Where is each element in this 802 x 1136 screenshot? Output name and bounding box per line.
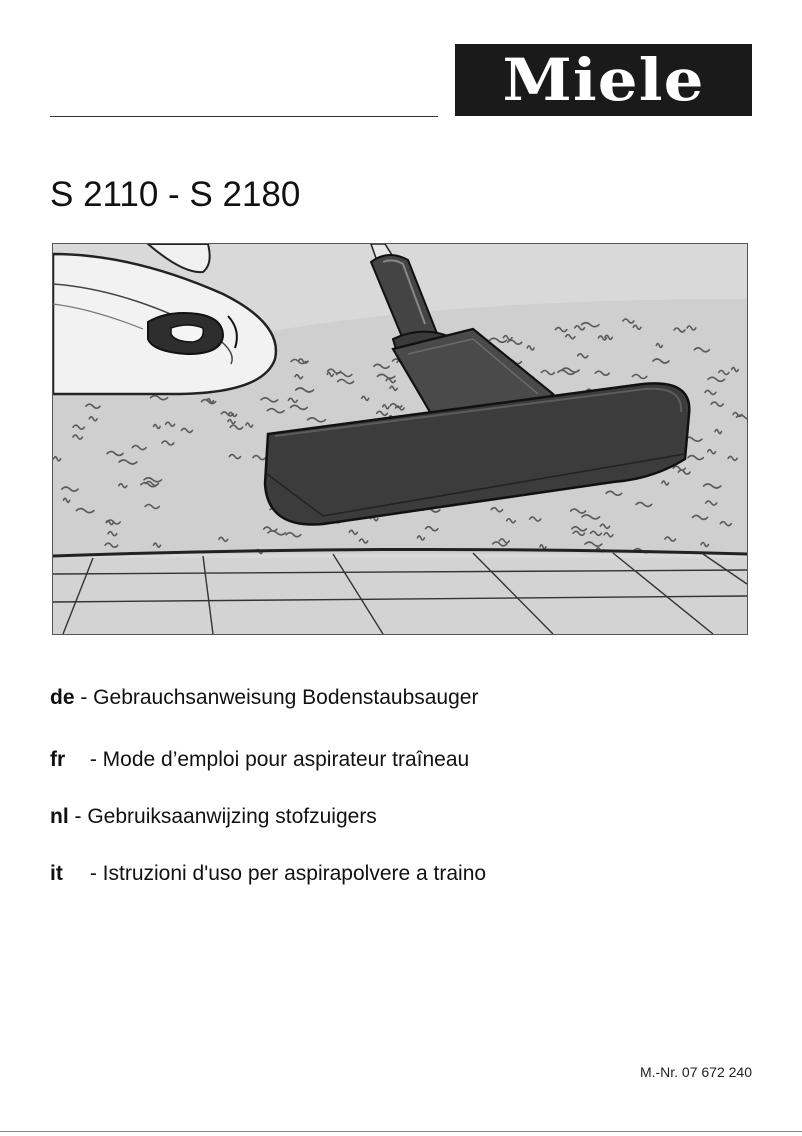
language-description: - Gebrauchsanweisung Bodenstaubsauger (80, 686, 479, 709)
language-code: nl (50, 805, 69, 828)
language-code: fr (50, 748, 66, 771)
language-item-nl (50, 804, 377, 830)
model-title: S 2110 - S 2180 (50, 175, 301, 214)
cover-illustration (52, 243, 748, 635)
language-item-it (50, 861, 486, 887)
brand-logo (455, 44, 752, 116)
language-code: de (50, 686, 75, 709)
language-code: it (50, 862, 63, 885)
header-rule (50, 116, 438, 117)
language-description: - Mode d’emploi pour aspirateur traîneau (89, 748, 470, 771)
language-item-fr (50, 747, 469, 773)
footer-rule (0, 1131, 802, 1132)
brand-logo-text: Miele (502, 46, 705, 114)
language-description: - Gebruiksaanwijzing stofzuigers (74, 805, 377, 828)
language-description: - Istruzioni d'uso per aspirapolvere a traino (89, 862, 487, 885)
language-item-de (50, 685, 478, 711)
part-number: M.-Nr. 07 672 240 (639, 1064, 752, 1080)
